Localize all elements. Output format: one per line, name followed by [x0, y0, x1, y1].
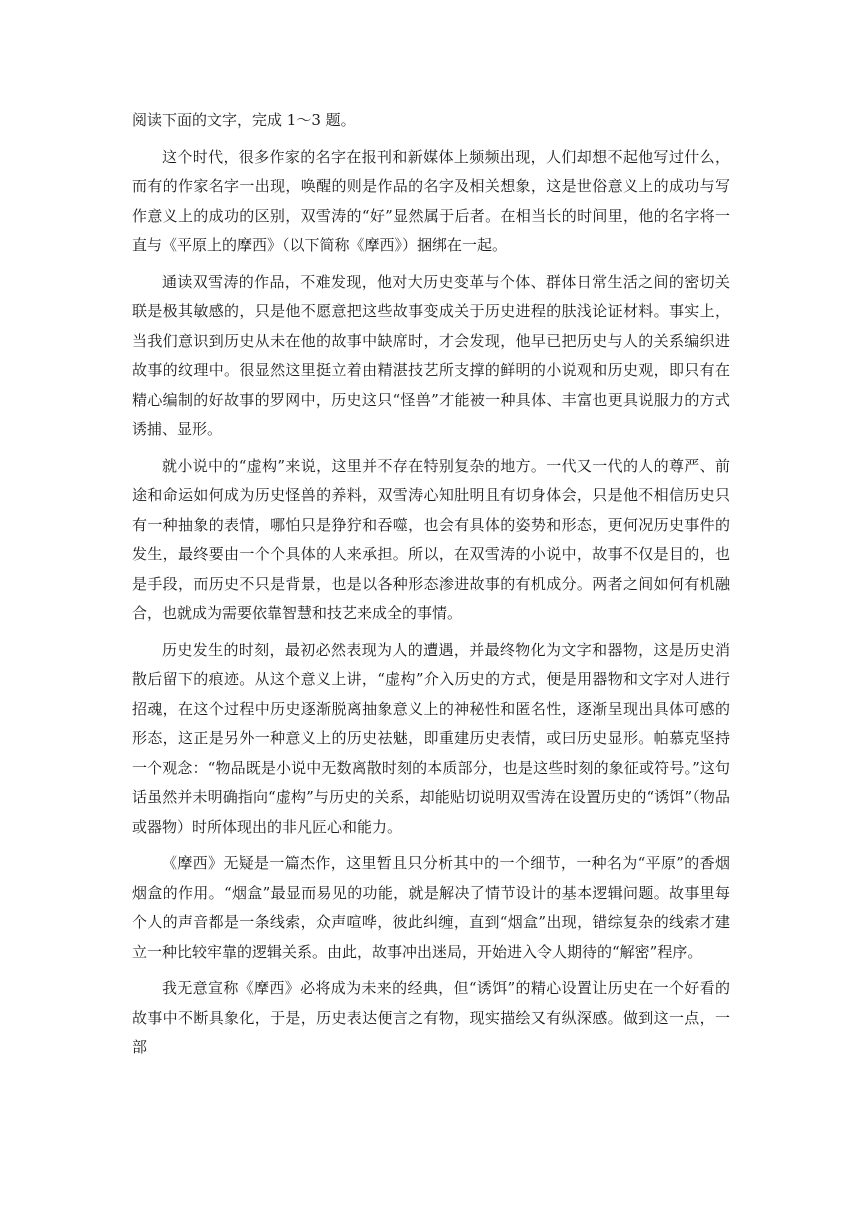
reading-instruction: 阅读下面的文字，完成 1～3 题。 — [132, 111, 356, 129]
paragraph-3: 就小说中的“虚构”来说，这里并不存在特别复杂的地方。一代又一代的人的尊严、前途和命运如何成为历史怪兽的养料，双雪涛心知肚明且有切身体会，只是他不相信历史只有一种抽象的表情，哪怕只是狰狞和吞噬，也会有具体的姿势和形态，更何况历史事件的发生，最终要由一个个具体的人来承担。所以，在双雪涛的小说中，故事不仅是目的，也是手段，而历史不只是背景，也是以各种形态渗进故事的有机成分。两者之间如何有机融合，也就成为需要依靠智慧和技艺来成全的事情。 — [132, 456, 730, 622]
article-body — [132, 106, 730, 1070]
paragraph-2: 通读双雪涛的作品，不难发现，他对大历史变革与个体、群体日常生活之间的密切关联是极其敏感的，只是他不愿意把这些故事变成关于历史进程的肤浅论证材料。事实上，当我们意识到历史从未在他的故事中缺席时，才会发现，他早已把历史与人的关系编织进故事的纹理中。很显然这里挺立着由精湛技艺所支撑的鲜明的小说观和历史观，即只有在精心编制的好故事的罗网中，历史这只“怪兽”才能被一种具体、丰富也更具说服力的方式诱捕、显形。 — [132, 272, 730, 438]
paragraph-1: 这个时代，很多作家的名字在报刊和新媒体上频频出现，人们却想不起他写过什么，而有的作家名字一出现，唤醒的则是作品的名字及相关想象，这是世俗意义上的成功与写作意义上的成功的区别，双雪涛的“好”显然属于后者。在相当长的时间里，他的名字将一直与《平原上的摩西》（以下简称《摩西》）捆绑在一起。 — [132, 147, 730, 254]
paragraph-4: 历史发生的时刻，最初必然表现为人的遭遇，并最终物化为文字和器物，这是历史消散后留下的痕迹。从这个意义上讲，“虚构”介入历史的方式，便是用器物和文字对人进行招魂，在这个过程中历史逐渐脱离抽象意义上的神秘性和匿名性，逐渐呈现出具体可感的形态，这正是另外一种意义上的历史祛魅，即重建历史表情，或曰历史显形。帕慕克坚持一个观念：“物品既是小说中无数离散时刻的本质部分，也是这些时刻的象征或符号。”这句话虽然并未明确指向“虚构”与历史的关系，却能贴切说明双雪涛在设置历史的“诱饵”（物品或器物）时所体现出的非凡匠心和能力。 — [132, 640, 730, 836]
paragraph-5: 《摩西》无疑是一篇杰作，这里暂且只分析其中的一个细节，一种名为“平原”的香烟烟盒的作用。“烟盒”最显而易见的功能，就是解决了情节设计的基本逻辑问题。故事里每个人的声音都是一条线索，众声喧哗，彼此纠缠，直到“烟盒”出现，错综复杂的线索才建立一种比较牢靠的逻辑关系。由此，故事冲出迷局，开始进入令人期待的“解密”程序。 — [132, 854, 730, 961]
paragraph-6: 我无意宣称《摩西》必将成为未来的经典，但“诱饵”的精心设置让历史在一个好看的故事中不断具象化，于是，历史表达便言之有物，现实描绘又有纵深感。做到这一点，一部 — [132, 979, 730, 1056]
